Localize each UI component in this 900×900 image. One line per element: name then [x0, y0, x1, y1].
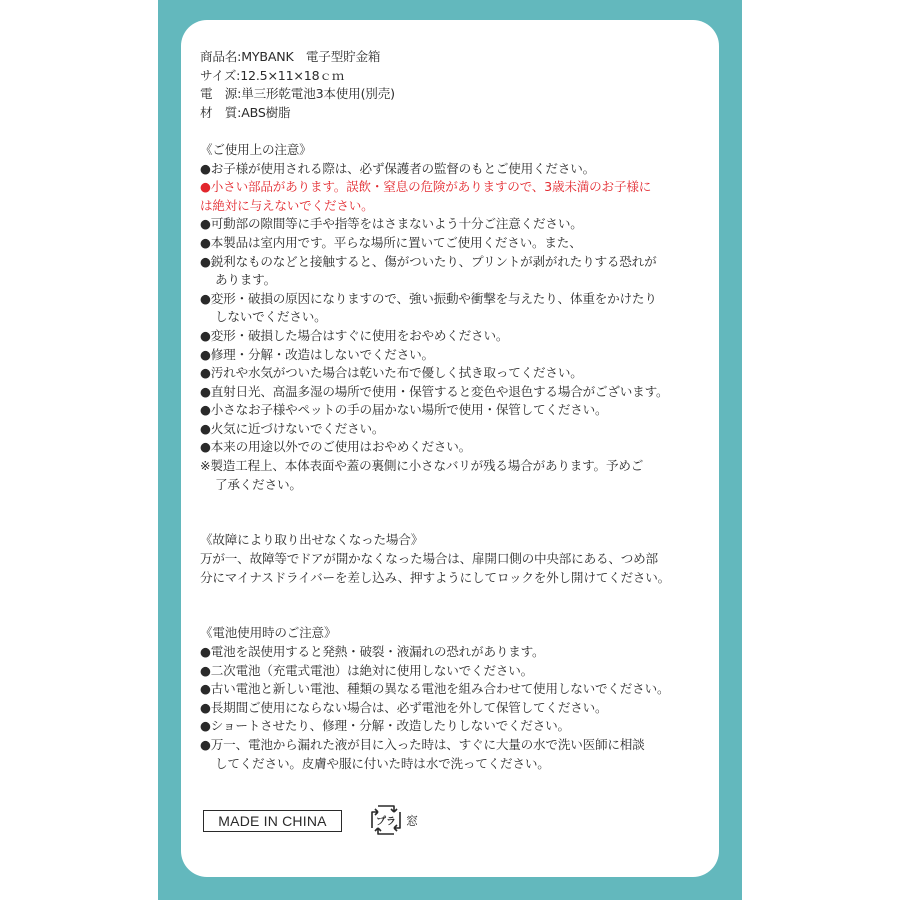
made-in-china-box: MADE IN CHINA: [203, 810, 342, 832]
precautions-line: ●変形・破損した場合はすぐに使用をおやめください。: [200, 327, 509, 343]
precautions-line: ●鋭利なものなどと接触すると、傷がついたり、プリントが剥がれたりする恐れが: [200, 253, 657, 269]
battery-line: ●万一、電池から漏れた液が目に入った時は、すぐに大量の水で洗い医師に相談: [200, 736, 645, 752]
recycle-pla-text: プラ: [376, 816, 396, 828]
battery-line: ●ショートさせたり、修理・分解・改造したりしないでください。: [200, 718, 570, 734]
precautions-line: は絶対に与えないでください。: [200, 197, 374, 213]
battery-line: ●長期間ご使用にならない場合は、必ず電池を外して保管してください。: [200, 699, 608, 715]
precautions-line: ●修理・分解・改造はしないでください。: [200, 346, 434, 362]
spacer: [200, 513, 700, 532]
precautions-line: しないでください。: [215, 309, 327, 325]
recycle-part-label: 窓: [406, 814, 419, 828]
product-power: 電 源:単三形乾電池3本使用(別売): [200, 86, 395, 102]
precautions-line: 了承ください。: [215, 476, 302, 492]
failure-line: 分にマイナスドライバーを差し込み、押すようにしてロックを外し開けてください。: [200, 569, 671, 585]
precautions-line: ●本来の用途以外でのご使用はおやめください。: [200, 439, 472, 455]
precautions-line: ●変形・破損の原因になりますので、強い振動や衝撃を与えたり、体重をかけたり: [200, 290, 657, 306]
spacer: [200, 606, 700, 625]
precautions-heading: 《ご使用上の注意》: [200, 141, 312, 157]
label-content: [200, 48, 700, 773]
spacer: [200, 587, 700, 606]
battery-list: [200, 643, 700, 773]
precautions-line: ●直射日光、高温多湿の場所で使用・保管すると変色や退色する場合がございます。: [200, 383, 669, 399]
battery-heading: 《電池使用時のご注意》: [200, 625, 337, 641]
failure-line: 万が一、故障等でドアが開かなくなった場合は、扉開口側の中央部にある、つめ部: [200, 551, 658, 567]
precautions-line: ●可動部の隙間等に手や指等をはさまないよう十分ご注意ください。: [200, 216, 583, 232]
failure-heading: 《故障により取り出せなくなった場合》: [200, 532, 424, 548]
battery-line: ●古い電池と新しい電池、種類の異なる電池を組み合わせて使用しないでください。: [200, 681, 670, 697]
recycle-pla-icon: [369, 803, 403, 837]
precautions-line: ●火気に近づけないでください。: [200, 420, 385, 436]
product-name: 商品名:MYBANK 電子型貯金箱: [200, 49, 381, 64]
precautions-line: ●小さなお子様やペットの手の届かない場所で使用・保管してください。: [200, 402, 608, 418]
precautions-line: ●本製品は室内用です。平らな場所に置いてご使用ください。また、: [200, 234, 582, 250]
precautions-list: [200, 160, 700, 495]
product-size: サイズ:12.5×11×18ｃｍ: [200, 67, 345, 83]
precautions-line: ●小さい部品があります。誤飲・窒息の危険がありますので、3歳未満のお子様に: [200, 179, 652, 195]
precautions-line: あります。: [215, 272, 276, 288]
precautions-line: ●お子様が使用される際は、必ず保護者の監督のもとご使用ください。: [200, 160, 595, 176]
spacer: [200, 122, 700, 141]
product-material: 材 質:ABS樹脂: [200, 104, 291, 120]
precautions-line: ※製造工程上、本体表面や蓋の裏側に小さなバリが残る場合があります。予めご: [200, 458, 644, 474]
battery-line: ●二次電池（充電式電池）は絶対に使用しないでください。: [200, 662, 534, 678]
spacer: [200, 494, 700, 513]
battery-line: ●電池を誤使用すると発熱・破裂・液漏れの恐れがあります。: [200, 644, 545, 659]
precautions-line: ●汚れや水気がついた場合は乾いた布で優しく拭き取ってください。: [200, 365, 583, 381]
battery-line: してください。皮膚や服に付いた時は水で洗ってください。: [215, 755, 550, 771]
